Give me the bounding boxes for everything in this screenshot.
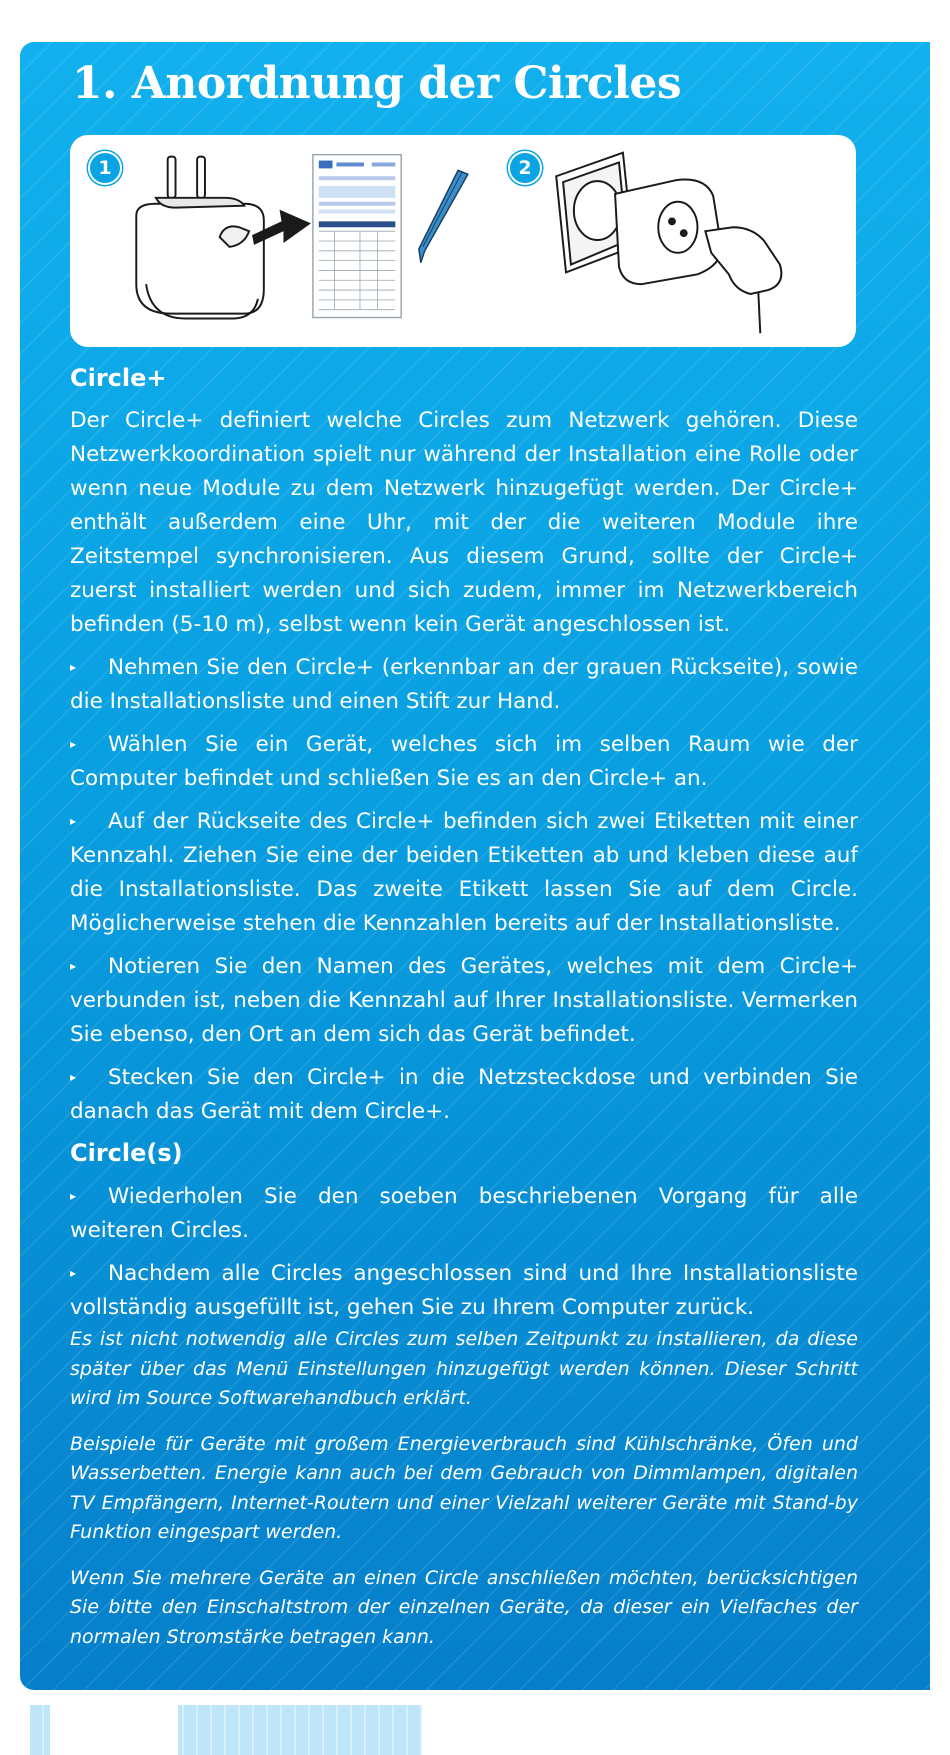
list-item: ▸ Nachdem alle Circles angeschlossen sind und Ihre Installationsliste vollständig ausgefüllt ist, gehen Sie zu Ihrem Computer zurück.	[70, 1256, 858, 1325]
intro-paragraph: Der Circle+ definiert welche Circles zum Netzwerk gehören. Diese Netzwerkkoordination spielt nur während der Installation eine Rolle oder wenn neue Module zu dem Netzwerk hinzugefügt werden. Der Circle+ enthält außerdem eine Uhr, mit der die weiteren Module ihre Zeitstempel synchronisieren. Aus diesem Grund, sollte der Circle+ zuerst installiert werden und sich zudem, immer im Netzwerkbereich befinden (5-10 m), selbst wenn kein Gerät angeschlossen ist.	[70, 408, 858, 637]
list-item: ▸ Nehmen Sie den Circle+ (erkennbar an der grauen Rückseite), sowie die Installationsliste und einen Stift zur Hand.	[70, 650, 858, 719]
setup-illustration	[70, 135, 856, 347]
list-item: ▸ Wiederholen Sie den soeben beschriebenen Vorgang für alle weiteren Circles.	[70, 1179, 858, 1248]
note-3: Wenn Sie mehrere Geräte an einen Circle anschließen möchten, berücksichtigen Sie bitte den Einschaltstrom der einzelnen Geräte, da dieser ein Vielfaches der normalen Stromstärke betragen kann.	[70, 1566, 858, 1648]
note-2: Beispiele für Geräte mit großem Energieverbrauch sind Kühlschränke, Öfen und Wasserbetten. Energie kann auch bei dem Gebrauch von Dimmlampen, digitalen TV Empfängern, Internet-Routern und einer Vielzahl weiterer Geräte mit Stand-by Funktion eingespart werden.	[70, 1432, 858, 1543]
circle-plus-plug-icon	[136, 157, 311, 319]
installation-list-icon	[313, 155, 401, 318]
heading-circles: Circle(s)	[70, 1139, 183, 1167]
footer-decoration	[30, 1705, 422, 1755]
page-title: 1. Anordnung der Circles	[72, 58, 682, 109]
instruction-panel	[20, 42, 930, 1690]
heading-circle-plus: Circle+	[70, 364, 167, 392]
wall-socket-icon	[556, 153, 781, 334]
bullet-arrow-icon: ▸	[70, 814, 77, 828]
list-item: ▸ Auf der Rückseite des Circle+ befinden sich zwei Etiketten mit einer Kennzahl. Ziehen Sie eine der beiden Etiketten ab und kleben diese auf die Installationsliste. Das zweite Etikett lassen Sie auf dem Circle. Möglicherweise stehen die Kennzahlen bereits auf der Installationsliste.	[70, 804, 858, 941]
content	[70, 362, 858, 1668]
list-item: ▸ Stecken Sie den Circle+ in die Netzsteckdose und verbinden Sie danach das Gerät mit dem Circle+.	[70, 1060, 858, 1129]
note-1: Es ist nicht notwendig alle Circles zum selben Zeitpunkt zu installieren, da diese später über das Menü Einstellungen hinzugefügt werden können. Dieser Schritt wird im Source Softwarehandbuch erklärt.	[70, 1328, 858, 1409]
list-item: ▸ Notieren Sie den Namen des Gerätes, welches mit dem Circle+ verbunden ist, neben die Kennzahl auf Ihrer Installationsliste. Vermerken Sie ebenso, den Ort an dem sich das Gerät befindet.	[70, 949, 858, 1052]
step-1-badge: 1	[88, 151, 122, 185]
bullet-arrow-icon: ▸	[70, 737, 77, 751]
bullet-arrow-icon: ▸	[70, 1189, 77, 1203]
step-2-badge: 2	[508, 151, 542, 185]
list-item: ▸ Wählen Sie ein Gerät, welches sich im selben Raum wie der Computer befindet und schließen Sie es an den Circle+ an.	[70, 727, 858, 796]
bullet-arrow-icon: ▸	[70, 660, 77, 674]
bullet-arrow-icon: ▸	[70, 1266, 77, 1280]
bullet-arrow-icon: ▸	[70, 1070, 77, 1084]
bullet-arrow-icon: ▸	[70, 959, 77, 973]
pen-icon	[419, 170, 468, 262]
illustration-svg	[72, 137, 854, 345]
